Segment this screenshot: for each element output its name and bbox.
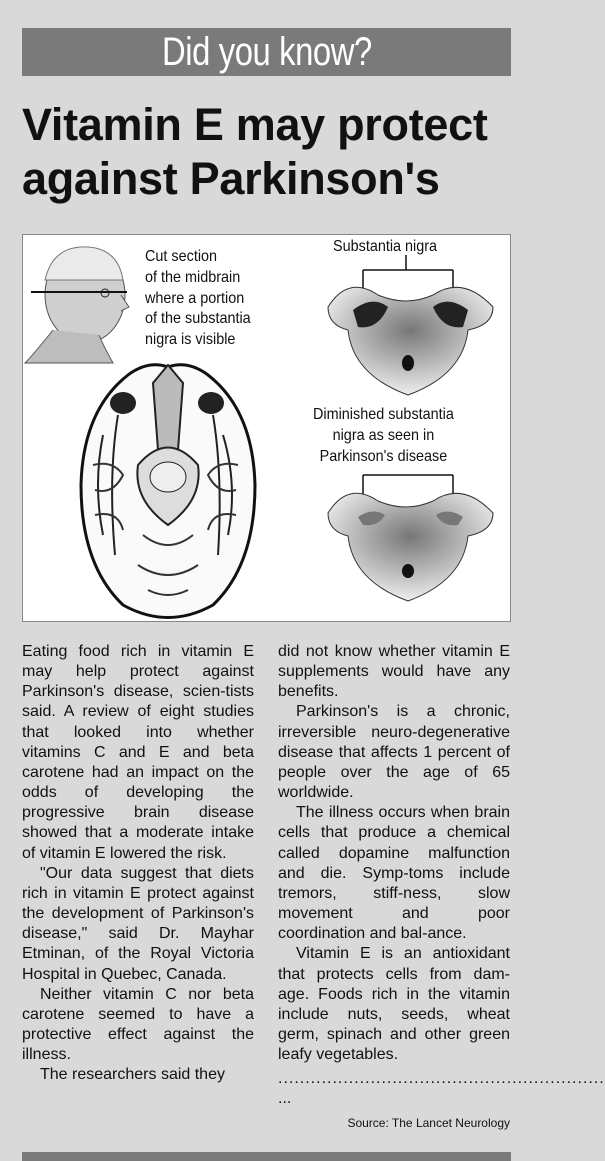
- ellipsis: ...: [278, 1090, 292, 1108]
- right-paragraph-3: The illness occurs when brain cells that produce a chemical called dopamine malfunction and die. Symp-toms include tremors, stiff-ness, slow movement and poor coordination and bal-ance.: [278, 804, 510, 943]
- substantia-nigra-caption: Substantia nigra: [333, 238, 438, 255]
- brain-cross-section: [81, 365, 255, 618]
- banner-title: Did you know?: [161, 29, 372, 74]
- diminished-caption: [313, 405, 454, 467]
- did-you-know-banner: [22, 28, 511, 76]
- diminished-substantia-nigra-slice: [328, 475, 493, 601]
- headline-line-2: against Parkinson's: [22, 152, 440, 204]
- left-paragraph-2: "Our data suggest that diets rich in vitamin E protect against the development of Parkinson's disease," said Dr. Mayhar Etminan, of the Royal Victoria Hospital in Quebec, Canada.: [22, 864, 254, 983]
- left-paragraph-1: Eating food rich in vitamin E may help protect against Parkinson's disease, scien-tists said. A review of eight studies that looked into whether vitamins C and E and beta carotene had an impact on the odds of developing the progressive brain disease showed that a moderate intake of vitamin E lowered the risk.: [22, 643, 254, 862]
- headline-line-1: Vitamin E may protect: [22, 99, 488, 150]
- midbrain-caption-line-5: nigra is visible: [145, 331, 236, 349]
- midbrain-caption-line-3: where a portion: [145, 289, 245, 307]
- diminished-caption-line-1: Diminished substantia: [313, 406, 454, 423]
- footer-bar: [22, 1152, 511, 1161]
- article-body: [22, 642, 605, 1142]
- headline: [22, 98, 532, 205]
- right-paragraph-2: Parkinson's is a chronic, irreversible neuro-degenerative disease that affects 1 percent of people over the age of 65 worldwide.: [278, 703, 510, 802]
- midbrain-caption-line-1: Cut section: [145, 248, 218, 265]
- right-paragraph-4: Vitamin E is an antioxidant that protects cells from dam-age. Foods rich in the vitamin include nuts, seeds, wheat germ, spinach and other green leafy vegetables.: [278, 945, 510, 1064]
- midbrain-caption-line-2: of the midbrain: [145, 268, 241, 286]
- diminished-caption-line-3: Parkinson's disease: [319, 447, 448, 465]
- head-profile-image: [25, 247, 129, 363]
- left-paragraph-4: The researchers said they: [40, 1066, 225, 1084]
- right-paragraph-1: did not know whether vitamin E supplements would have any benefits.: [278, 643, 510, 701]
- source-credit: Source: The Lancet Neurology: [347, 1115, 510, 1130]
- article-column-left: [22, 642, 254, 1142]
- normal-substantia-nigra-slice: [328, 255, 493, 395]
- midbrain-caption: [145, 247, 251, 351]
- midbrain-caption-line-4: of the substantia: [145, 310, 251, 328]
- brain-illustration: [22, 234, 511, 622]
- left-paragraph-3: Neither vitamin C nor beta carotene seemed to have a protective effect against the illness.: [22, 985, 254, 1064]
- article-column-right: [278, 642, 605, 1142]
- dotted-separator: ............................................................: [278, 1070, 605, 1088]
- diminished-caption-line-2: nigra as seen in: [332, 426, 435, 444]
